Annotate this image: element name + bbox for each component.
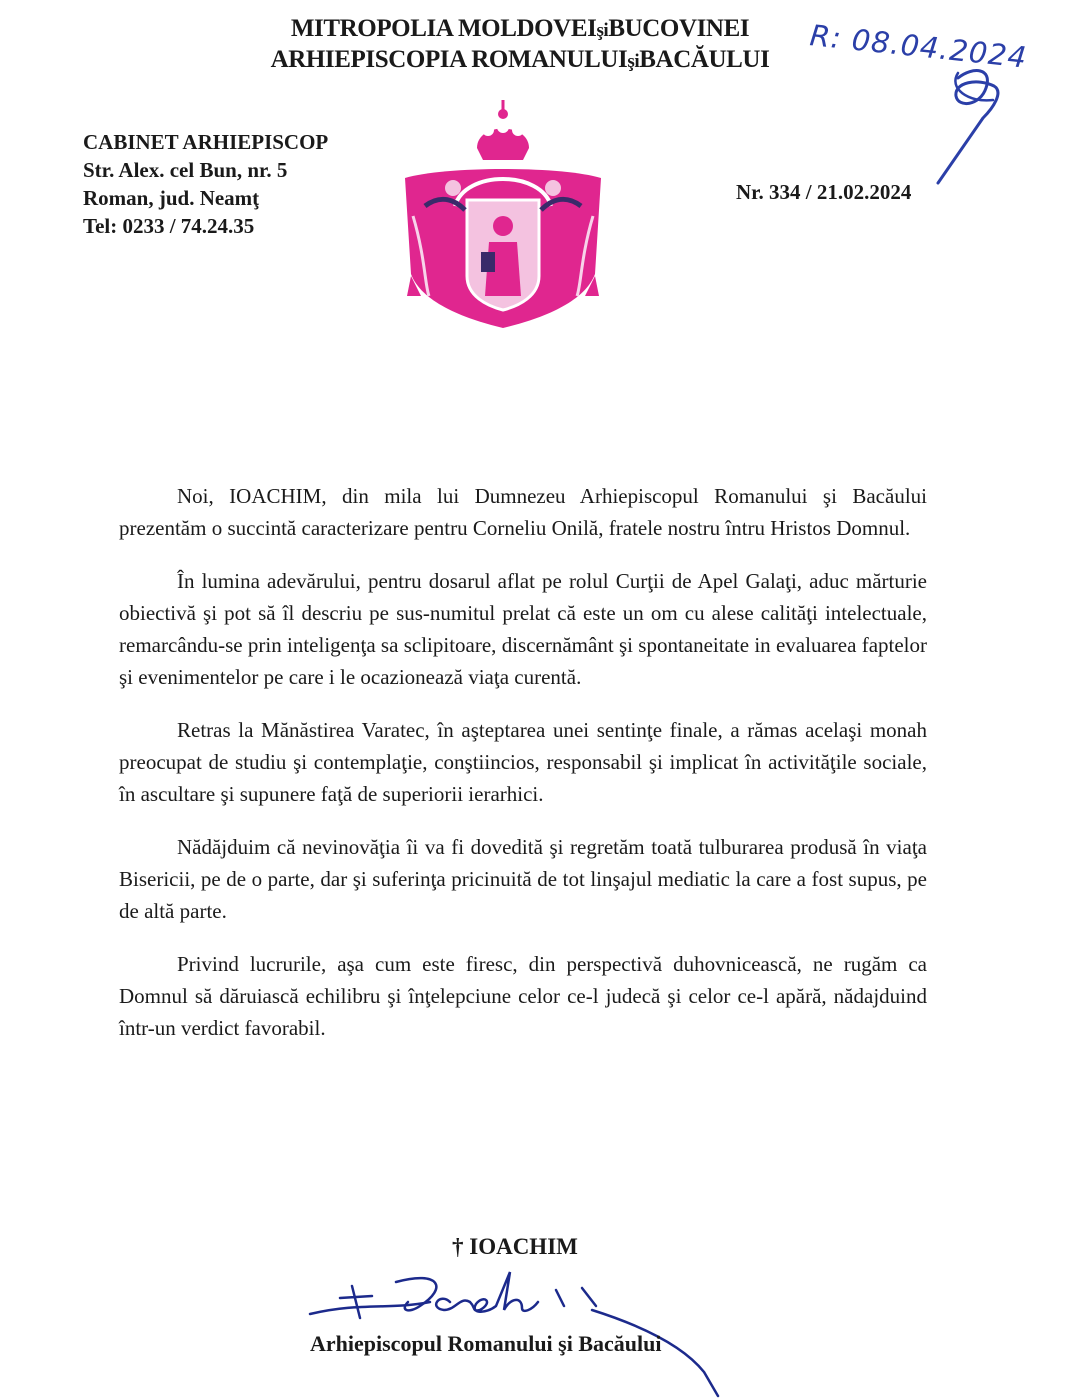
paragraph-intro: Noi, IOACHIM, din mila lui Dumnezeu Arhiepiscopul Romanului şi Bacăului prezentăm o succintă caracterizare pentru Corneliu Onilă, fratele nostru întru Hristos Domnul. xyxy=(119,484,927,540)
archdiocese-coat-of-arms-icon xyxy=(385,96,621,336)
handwritten-initial-icon xyxy=(808,8,1078,198)
cabinet-city: Roman, jud. Neamţ xyxy=(83,186,260,210)
cabinet-phone: Tel: 0233 / 74.24.35 xyxy=(83,214,255,238)
cabinet-title: CABINET ARHIEPISCOP xyxy=(83,130,329,154)
signatory-name: † IOACHIM xyxy=(452,1234,578,1259)
letterhead-bacau: BACĂULUI xyxy=(639,46,770,73)
signatory-title: Arhiepiscopul Romanului şi Bacăului xyxy=(310,1331,662,1356)
registration-number: Nr. 334 / 21.02.2024 xyxy=(736,180,912,204)
letterhead-bucovina: BUCOVINEI xyxy=(608,15,750,42)
letterhead-archdiocese: ARHIEPISCOPIA ROMANULUI xyxy=(270,46,628,73)
cabinet-street: Str. Alex. cel Bun, nr. 5 xyxy=(83,158,288,182)
paragraph-hope: Nădăjduim că nevinovăţia îi va fi dovedită şi regretăm toată tulburarea produsă în viaţa Bisericii, pe de o parte, dar şi suferinţa pricinuită de tot linşajul mediatic la care a fost supus, pe de altă parte. xyxy=(119,835,927,923)
letterhead-line-1 xyxy=(200,14,840,45)
sender-address xyxy=(83,128,328,240)
letterhead-metropolis: MITROPOLIA MOLDOVEI xyxy=(290,15,597,42)
letterhead-line-2 xyxy=(200,45,840,76)
letterhead-title xyxy=(200,14,840,76)
paragraph-monastery: Retras la Mănăstirea Varatec, în aşteptarea unei sentinţe finale, a rămas acelaşi monah preocupat de studiu şi contemplaţie, conştiincios, responsabil şi implicat în activităţile sociale, în ascultare şi supunere faţă de superiorii ierarhici. xyxy=(119,718,927,806)
letterhead-conj-2: şi xyxy=(627,51,640,72)
paragraph-testimony: În lumina adevărului, pentru dosarul aflat pe rolul Curţii de Apel Galaţi, aduc mărturie obiectivă şi pot să îl descriu pe sus-numitul prelat că este un om cu alese calităţi intelectuale, remarcându-se prin inteligenţa sa sclipitoare, discernământ şi spontaneitate in evaluarea faptelor şi evenimentelor pe care i le ocazionează viaţa curentă. xyxy=(119,569,927,689)
letterhead-conj-1: şi xyxy=(596,20,609,41)
letter-body xyxy=(119,480,927,1065)
handwritten-receipt-date: R: 08.04.2024 xyxy=(808,18,1029,75)
paragraph-prayer: Privind lucrurile, aşa cum este firesc, din perspectivă duhovnicească, ne rugăm ca Domnul să dăruiască echilibru şi înţelepciune celor ce-l judecă şi celor ce-l apără, nădajduind într-un verdict favorabil. xyxy=(119,952,927,1040)
